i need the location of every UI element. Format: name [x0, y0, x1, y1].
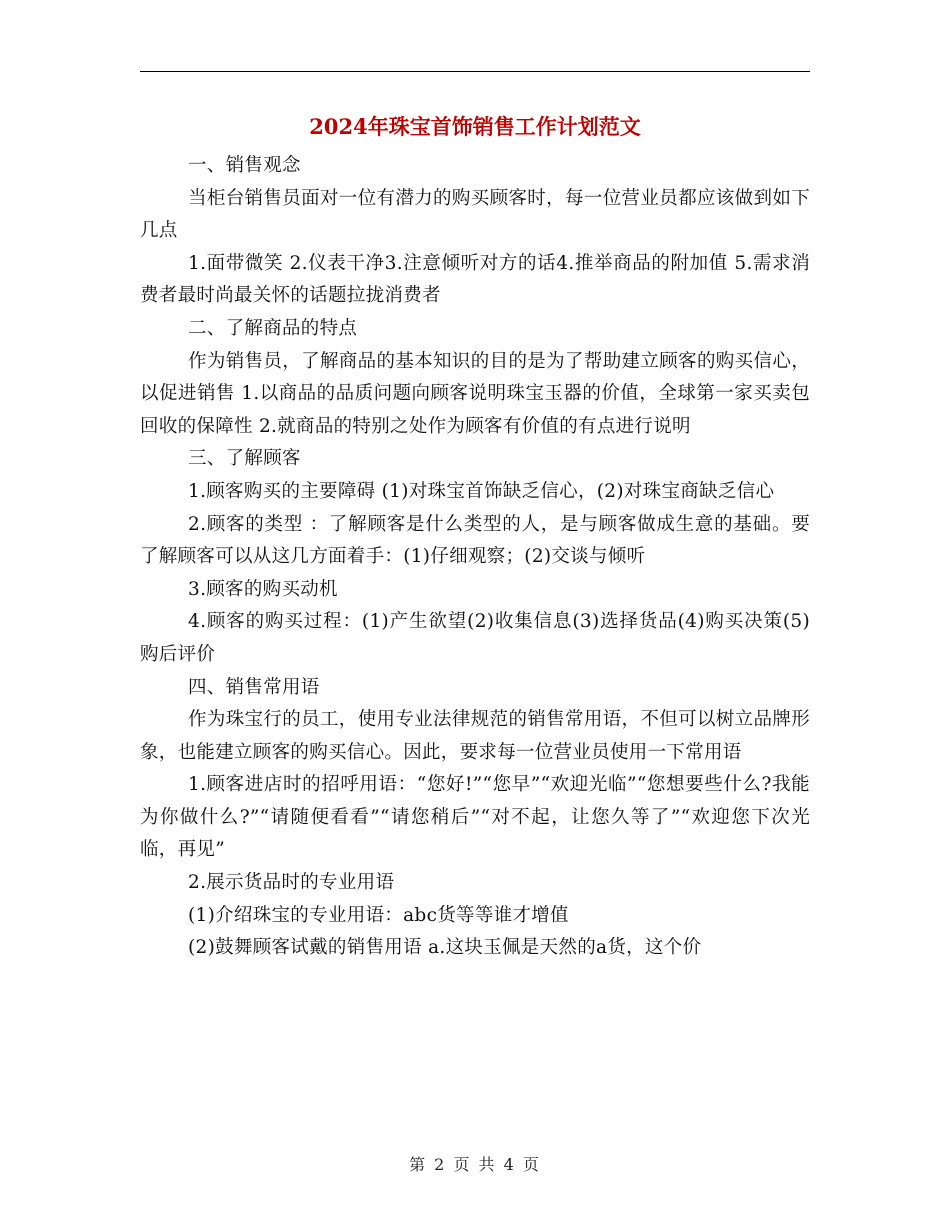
document-body — [140, 150, 810, 965]
paragraph: 3.顾客的购买动机 — [188, 578, 338, 600]
section-heading-know-customers: 三、了解顾客 — [188, 448, 301, 470]
paragraph: (2)鼓舞顾客试戴的销售用语 a.这块玉佩是天然的a货，这个价 — [188, 937, 702, 959]
section-heading-sales-phrases: 四、销售常用语 — [188, 676, 320, 698]
header-rule — [140, 71, 810, 72]
paragraph: 1.面带微笑 2.仪表干净3.注意倾听对方的话4.推举商品的附加值 5.需求消费者最时尚最关怀的话题拉拢消费者 — [140, 252, 810, 307]
page-number: 第 2 页 共 4 页 — [409, 1155, 541, 1174]
section-heading-product-features: 二、了解商品的特点 — [188, 317, 358, 339]
section-heading-sales-concept: 一、销售观念 — [188, 155, 301, 176]
paragraph: 1.顾客购买的主要障碍 (1)对珠宝首饰缺乏信心，(2)对珠宝商缺乏信心 — [188, 480, 775, 502]
paragraph: 2.展示货品时的专业用语 — [188, 872, 395, 894]
document-title: 2024年珠宝首饰销售工作计划范文 — [309, 114, 641, 139]
paragraph: 1.顾客进店时的招呼用语：“您好!”“您早”“欢迎光临”“您想要些什么?我能为你做什么?”“请随便看看”“请您稍后”“对不起，让您久等了”“欢迎您下次光临，再见” — [140, 774, 810, 861]
paragraph: 2.顾客的类型 ：了解顾客是什么类型的人，是与顾客做成生意的基础。要了解顾客可以从这几方面着手：(1)仔细观察；(2)交谈与倾听 — [140, 513, 810, 568]
paragraph: 作为珠宝行的员工，使用专业法律规范的销售常用语，不但可以树立品牌形象，也能建立顾客的购买信心。因此，要求每一位营业员使用一下常用语 — [140, 709, 810, 763]
paragraph: 作为销售员，了解商品的基本知识的目的是为了帮助建立顾客的购买信心，以促进销售 1.以商品的品质问题向顾客说明珠宝玉器的价值，全球第一家买卖包回收的保障性 2.就商品的特别之处作为顾客有价值的有点进行说明 — [140, 350, 810, 437]
paragraph: (1)介绍珠宝的专业用语：abc货等等谁才增值 — [188, 904, 569, 926]
paragraph: 4.顾客的购买过程：(1)产生欲望(2)收集信息(3)选择货品(4)购买决策(5)购后评价 — [140, 611, 810, 665]
paragraph: 当柜台销售员面对一位有潜力的购买顾客时，每一位营业员都应该做到如下几点 — [140, 187, 810, 242]
